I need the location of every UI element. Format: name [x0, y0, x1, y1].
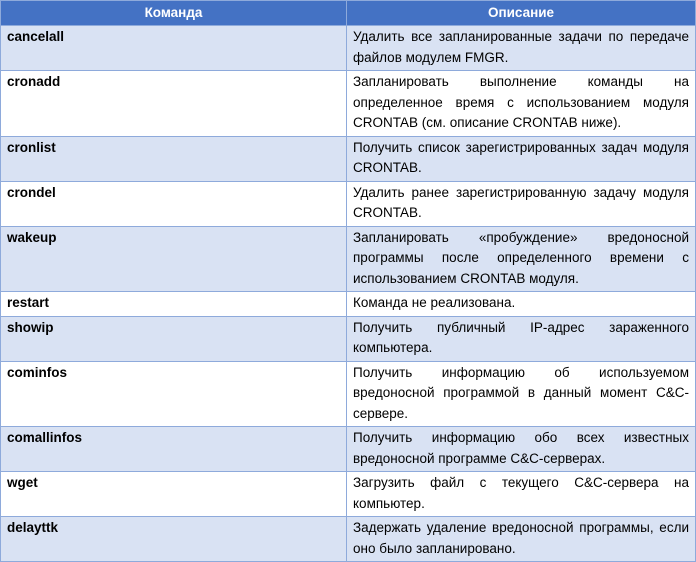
description-cell: Запланировать «пробуждение» вредоносной программы после определенного времени с использованием CRONTAB модуля.: [347, 226, 696, 292]
description-cell: Получить информацию об используемом вредоносной программой в данный момент C&C-сервере.: [347, 361, 696, 427]
column-header-description: Описание: [347, 1, 696, 26]
table-row: [1, 26, 696, 71]
description-cell: Получить публичный IP-адрес зараженного компьютера.: [347, 316, 696, 361]
command-cell: wget: [1, 472, 347, 517]
table-row: [1, 181, 696, 226]
description-cell: Удалить ранее зарегистрированную задачу модуля CRONTAB.: [347, 181, 696, 226]
table-row: [1, 71, 696, 137]
table-row: [1, 361, 696, 427]
command-cell: cronadd: [1, 71, 347, 137]
description-cell: Задержать удаление вредоносной программы, если оно было запланировано.: [347, 517, 696, 562]
description-cell: Получить информацию обо всех известных вредоносной программе C&C-серверах.: [347, 427, 696, 472]
description-cell: Команда не реализована.: [347, 292, 696, 317]
column-header-command: Команда: [1, 1, 347, 26]
command-cell: cominfos: [1, 361, 347, 427]
command-cell: crondel: [1, 181, 347, 226]
command-cell: cancelall: [1, 26, 347, 71]
description-cell: Запланировать выполнение команды на определенное время с использованием модуля CRONTAB (см. описание CRONTAB ниже).: [347, 71, 696, 137]
description-cell: Загрузить файл с текущего C&C-сервера на компьютер.: [347, 472, 696, 517]
command-cell: showip: [1, 316, 347, 361]
table-row: [1, 226, 696, 292]
table-row: [1, 517, 696, 562]
command-cell: delayttk: [1, 517, 347, 562]
table-row: [1, 292, 696, 317]
command-cell: cronlist: [1, 136, 347, 181]
command-cell: restart: [1, 292, 347, 317]
table-header-row: [1, 1, 696, 26]
table-row: [1, 316, 696, 361]
table-row: [1, 136, 696, 181]
command-cell: wakeup: [1, 226, 347, 292]
table-row: [1, 427, 696, 472]
table-row: [1, 472, 696, 517]
command-cell: comallinfos: [1, 427, 347, 472]
description-cell: Получить список зарегистрированных задач модуля CRONTAB.: [347, 136, 696, 181]
description-cell: Удалить все запланированные задачи по передаче файлов модулем FMGR.: [347, 26, 696, 71]
